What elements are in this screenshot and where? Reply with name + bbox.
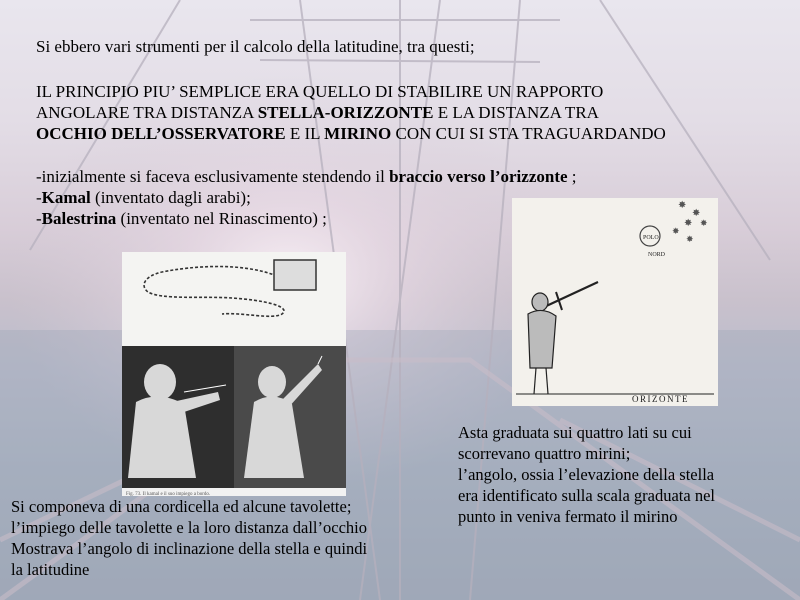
principle-text: CON CUI SI STA TRAGUARDANDO: [391, 124, 666, 143]
star-icon: ✸: [692, 208, 701, 219]
list-text: (inventato nel Rinascimento) ;: [116, 209, 327, 228]
intro-text: Si ebbero vari strumenti per il calcolo della latitudine, tra questi;: [36, 37, 475, 56]
balestrina-caption: [458, 422, 715, 527]
caption-line: Asta graduata sui quattro lati su cui: [458, 423, 692, 442]
kamal-caption: [11, 496, 367, 580]
caption-line: era identificato sulla scala graduata nel: [458, 486, 715, 505]
caption-line: Si componeva di una cordicella ed alcune tavolette;: [11, 497, 352, 516]
emphasis-mirino: MIRINO: [324, 124, 392, 143]
caption-line: scorrevano quattro mirini;: [458, 444, 631, 463]
emphasis-occhio-osservatore: OCCHIO DELL’OSSERVATORE: [36, 124, 286, 143]
caption-line: l’angolo, ossia l’elevazione della stella: [458, 465, 715, 484]
label-polo: POLO: [643, 235, 659, 241]
figure-caption: Fig. 73. Il kamal e il suo impiego a bordo.: [126, 492, 211, 496]
balestrina-illustration: [512, 198, 718, 406]
emphasis-kamal: Kamal: [41, 188, 91, 207]
star-icon: ✸: [678, 200, 687, 211]
kamal-illustration: [122, 252, 346, 496]
emphasis-braccio: braccio verso l’orizzonte: [389, 167, 568, 186]
label-orizzonte: ORIZONTE: [632, 394, 689, 404]
emphasis-balestrina: Balestrina: [41, 209, 117, 228]
list-text: -inizialmente si faceva esclusivamente stendendo il: [36, 167, 390, 186]
emphasis-stella-orizzonte: STELLA-ORIZZONTE: [257, 103, 434, 122]
balestrina-image: [512, 198, 718, 406]
star-icon: ✸: [672, 226, 680, 236]
principle-line-3: [36, 123, 666, 144]
kamal-image: [122, 252, 346, 496]
caption-line: l’impiego delle tavolette e la loro distanza dall’occhio: [11, 518, 367, 537]
star-icon: ✸: [684, 218, 693, 229]
principle-line-2: [36, 102, 666, 123]
star-icon: ✸: [686, 234, 694, 244]
principle-text: ANGOLARE TRA DISTANZA: [36, 103, 258, 122]
caption-line: punto in veniva fermato il mirino: [458, 507, 678, 526]
list-text: -: [36, 209, 42, 228]
list-item-braccio: [36, 166, 666, 187]
principle-line-1: IL PRINCIPIO PIU’ SEMPLICE ERA QUELLO DI STABILIRE UN RAPPORTO: [36, 82, 604, 101]
cross-staff: [542, 282, 598, 308]
caption-line: la latitudine: [11, 560, 90, 579]
principle-text: E IL: [285, 124, 325, 143]
label-nord: NORD: [648, 252, 666, 258]
star-icon: ✸: [700, 218, 708, 228]
list-text: ;: [567, 167, 577, 186]
principle-text: E LA DISTANZA TRA: [433, 103, 599, 122]
list-text: (inventato dagli arabi);: [90, 188, 251, 207]
list-text: -: [36, 188, 42, 207]
caption-line: Mostrava l’angolo di inclinazione della stella e quindi: [11, 539, 368, 558]
